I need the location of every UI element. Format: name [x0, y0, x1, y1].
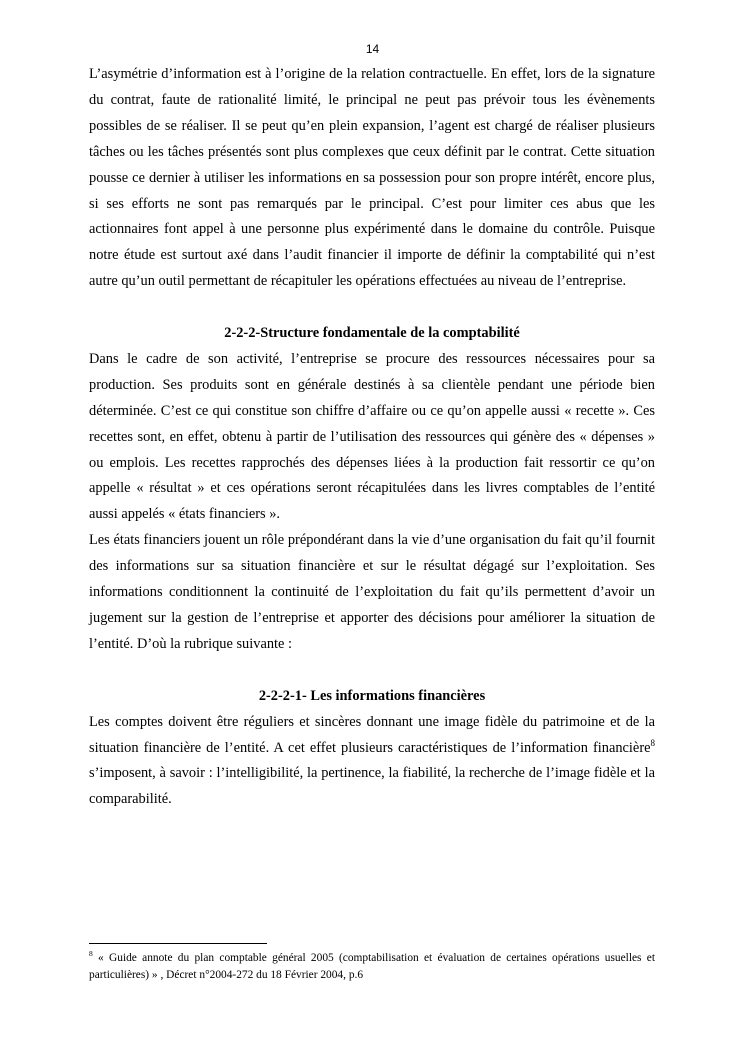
- footnote-number: 8: [89, 949, 93, 959]
- page-body: [89, 62, 655, 813]
- section-heading-structure: 2-2-2-Structure fondamentale de la comptabilité: [224, 325, 520, 342]
- paragraph-financial-statements: Les états financiers jouent un rôle prépondérant dans la vie d’une organisation du fait qu’il fournit des informations sur sa situation financière et sur le résultat dégagé sur l’exploitation. Ses informations conditionnent la continuité de l’exploitation du fait qu’ils permettent d’avoir un jugement sur la gestion de l’entreprise et apporter des décisions pour améliorer la situation de l’entité. D’où la rubrique suivante :: [89, 532, 655, 652]
- section-heading-financial-information: 2-2-2-1- Les informations financières: [258, 687, 486, 704]
- footnote-text: « Guide annote du plan comptable général 2005 (comptabilisation et évaluation de certaines opérations usuelles et particulières) » , Décret n°2004-272 du 18 Février 2004, p.6: [89, 952, 655, 981]
- paragraph-asymmetry: L’asymétrie d’information est à l’origine de la relation contractuelle. En effet, lors de la signature du contrat, faute de rationalité limité, le principal ne peut pas prévoir tous les évènements possibles de se réaliser. Il se peut qu’en plein expansion, l’agent est chargé de réaliser plusieurs tâches ou les tâches présentés sont plus complexes que ceux définit par le contrat. Cette situation pousse ce dernier à utiliser les informations en sa possession pour son propre intérêt, encore plus, si ses efforts ne sont pas remarqués par le principal. C’est pour limiter ces abus que les actionnaires font appel à une personne plus expérimenté dans le domaine du contrôle. Puisque notre étude est surtout axé dans l’audit financier il importe de définir la comptabilité qui n’est autre qu’un outil permettant de récapituler les opérations effectuées au niveau de l’entreprise.: [89, 66, 655, 290]
- page-number: 14: [365, 42, 380, 56]
- spacer: [89, 295, 655, 321]
- footnote-separator: [89, 943, 267, 944]
- spacer: [89, 658, 655, 684]
- paragraph-accounts-text-continued: s’imposent, à savoir : l’intelligibilité, la pertinence, la fiabilité, la recherche de l’image fidèle et la comparabilité.: [89, 765, 655, 808]
- paragraph-activity: Dans le cadre de son activité, l’entreprise se procure des ressources nécessaires pour sa production. Ses produits sont en générale destinés à sa clientèle pendant une période bien déterminée. C’est ce qui constitue son chiffre d’affaire ou ce qu’on appelle aussi « recette ». Ces recettes sont, en effet, obtenu à partir de l’utilisation des ressources qui génère des « dépenses » ou emplois. Les recettes rapprochés des dépenses liées à la production fait ressortir ce qu’on appelle « résultat » et ces opérations seront récapitulées dans les livres comptables de l’entité aussi appelés « états financiers ».: [89, 350, 655, 523]
- footnote-reference[interactable]: 8: [650, 737, 655, 748]
- paragraph-accounts: [89, 710, 655, 814]
- paragraph-accounts-text: Les comptes doivent être réguliers et sincères donnant une image fidèle du patrimoine et de la situation financière de l’entité. A cet effet plusieurs caractéristiques de l’information financière: [89, 713, 655, 756]
- footnote: [89, 950, 655, 984]
